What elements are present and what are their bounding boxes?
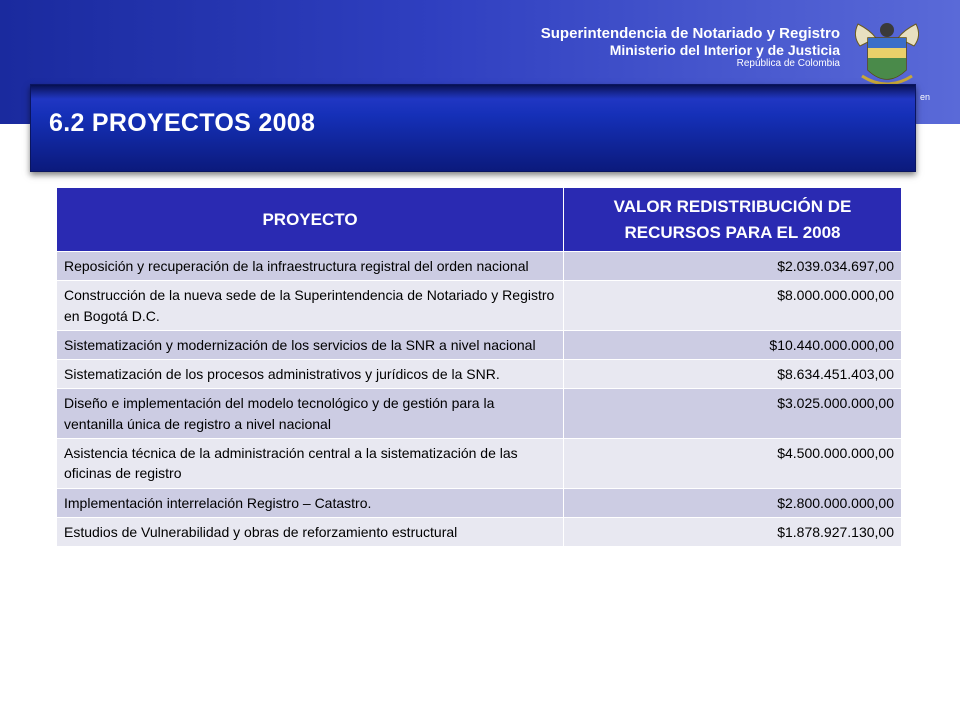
project-value-cell: $3.025.000.000,00 [564,389,902,439]
table-row [57,488,902,517]
ministry-name: Ministerio del Interior y de Justicia [609,41,840,58]
table-row [57,389,902,439]
table-row [57,517,902,546]
tab-fragment: en [919,92,930,102]
column-header-proyecto: PROYECTO [57,188,564,252]
project-value-cell: $4.500.000.000,00 [564,439,902,489]
project-name-cell: Reposición y recuperación de la infraestructura registral del orden nacional [57,252,564,281]
country-name: República de Colombia [736,57,840,69]
project-value-cell: $8.634.451.403,00 [564,360,902,389]
table-row [57,252,902,281]
project-name-cell: Sistematización y modernización de los servicios de la SNR a nivel nacional [57,330,564,359]
project-value-cell: $1.878.927.130,00 [564,517,902,546]
project-value-cell: $8.000.000.000,00 [564,281,902,331]
org-name: Superintendencia de Notariado y Registro [540,25,840,42]
projects-table [56,187,902,547]
project-name-cell: Construcción de la nueva sede de la Superintendencia de Notariado y Registro en Bogotá D.C. [57,281,564,331]
table-row [57,360,902,389]
project-value-cell: $10.440.000.000,00 [564,330,902,359]
project-name-cell: Implementación interrelación Registro – Catastro. [57,488,564,517]
table-header-row [57,188,902,252]
project-name-cell: Sistematización de los procesos administrativos y jurídicos de la SNR. [57,360,564,389]
title-bar [30,84,916,172]
table-row [57,439,902,489]
page-title: 6.2 PROYECTOS 2008 [49,109,316,137]
project-name-cell: Diseño e implementación del modelo tecnológico y de gestión para la ventanilla única de registro a nivel nacional [57,389,564,439]
project-value-cell: $2.800.000.000,00 [564,488,902,517]
column-header-valor: VALOR REDISTRIBUCIÓN DE RECURSOS PARA EL 2008 [564,188,902,252]
table-row [57,330,902,359]
project-name-cell: Estudios de Vulnerabilidad y obras de reforzamiento estructural [57,517,564,546]
table-row [57,281,902,331]
org-name-block [541,26,840,69]
project-value-cell: $2.039.034.697,00 [564,252,902,281]
project-name-cell: Asistencia técnica de la administración central a la sistematización de las oficinas de registro [57,439,564,489]
